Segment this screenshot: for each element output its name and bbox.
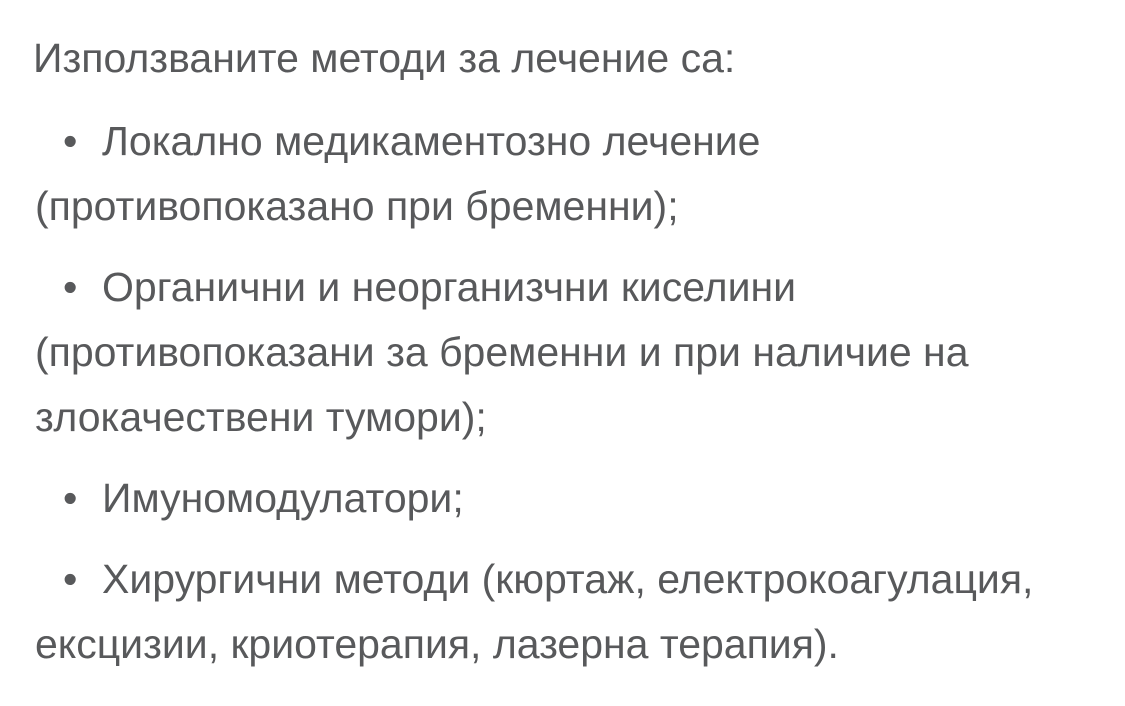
- bullet-icon: •: [63, 118, 78, 164]
- list-item-text: Имуномодулатори;: [102, 475, 464, 521]
- list-item-text: Хирургични методи (кюртаж, електрокоагулация, ексцизии, криотерапия, лазерна терапия).: [35, 556, 1034, 667]
- list-item: [35, 109, 1078, 239]
- list-item: [35, 466, 1078, 531]
- intro-heading: Използваните методи за лечение са:: [33, 35, 736, 81]
- bullet-icon: •: [63, 264, 78, 310]
- list-item-text: Органични и неорганизчни киселини (противопоказани за бременни и при наличие на злокачествени тумори);: [35, 264, 969, 440]
- bullet-icon: •: [63, 475, 78, 521]
- list-item: [35, 255, 1078, 450]
- bullet-icon: •: [63, 556, 78, 602]
- list-item-text: Локално медикаментозно лечение (противопоказано при бременни);: [35, 118, 761, 229]
- list-item: [35, 547, 1078, 677]
- treatment-methods-section: [33, 26, 1078, 677]
